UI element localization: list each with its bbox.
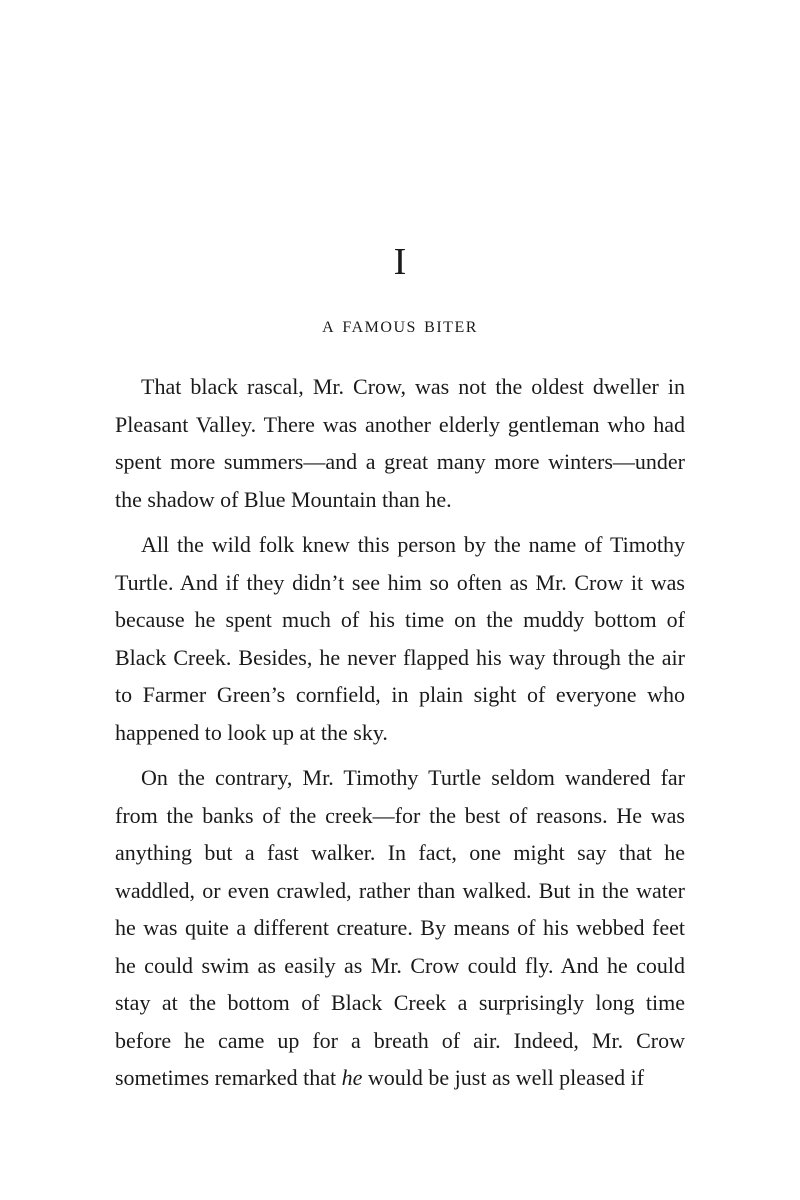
chapter-number: I bbox=[393, 241, 407, 283]
paragraph-2: All the wild folk knew this person by the name of Timothy Turtle. And if they didn’t see him so often as Mr. Crow it was because he spent much of his time on the muddy bottom of Black Creek. Besides, he never flapped his way through the air to Farmer Green’s cornfield, in plain sight of everyone who happened to look up at the sky. bbox=[115, 532, 685, 745]
paragraph-3-text-before: On the contrary, Mr. Timothy Turtle seldom wandered far from the banks of the creek—for the best of reasons. He was anything but a fast walker. In fact, one might say that he waddled, or even crawled, rather than walked. But in the water he was quite a different creature. By means of his webbed feet he could swim as easily as Mr. Crow could fly. And he could stay at the bottom of Black Creek a surprisingly long time before he came up for a breath of air. Indeed, Mr. Crow sometimes remarked that bbox=[115, 765, 685, 1090]
chapter-body bbox=[115, 368, 685, 1105]
emphasized-word: he bbox=[341, 1065, 363, 1090]
paragraph-3-text-after: would be just as well pleased if bbox=[362, 1065, 645, 1090]
chapter-title: a famous biter bbox=[322, 312, 478, 337]
paragraph-1: That black rascal, Mr. Crow, was not the oldest dweller in Pleasant Valley. There was another elderly gentleman who had spent more summers—and a great many more winters—under the shadow of Blue Mountain than he. bbox=[115, 374, 685, 512]
paragraph-3 bbox=[115, 759, 685, 1097]
